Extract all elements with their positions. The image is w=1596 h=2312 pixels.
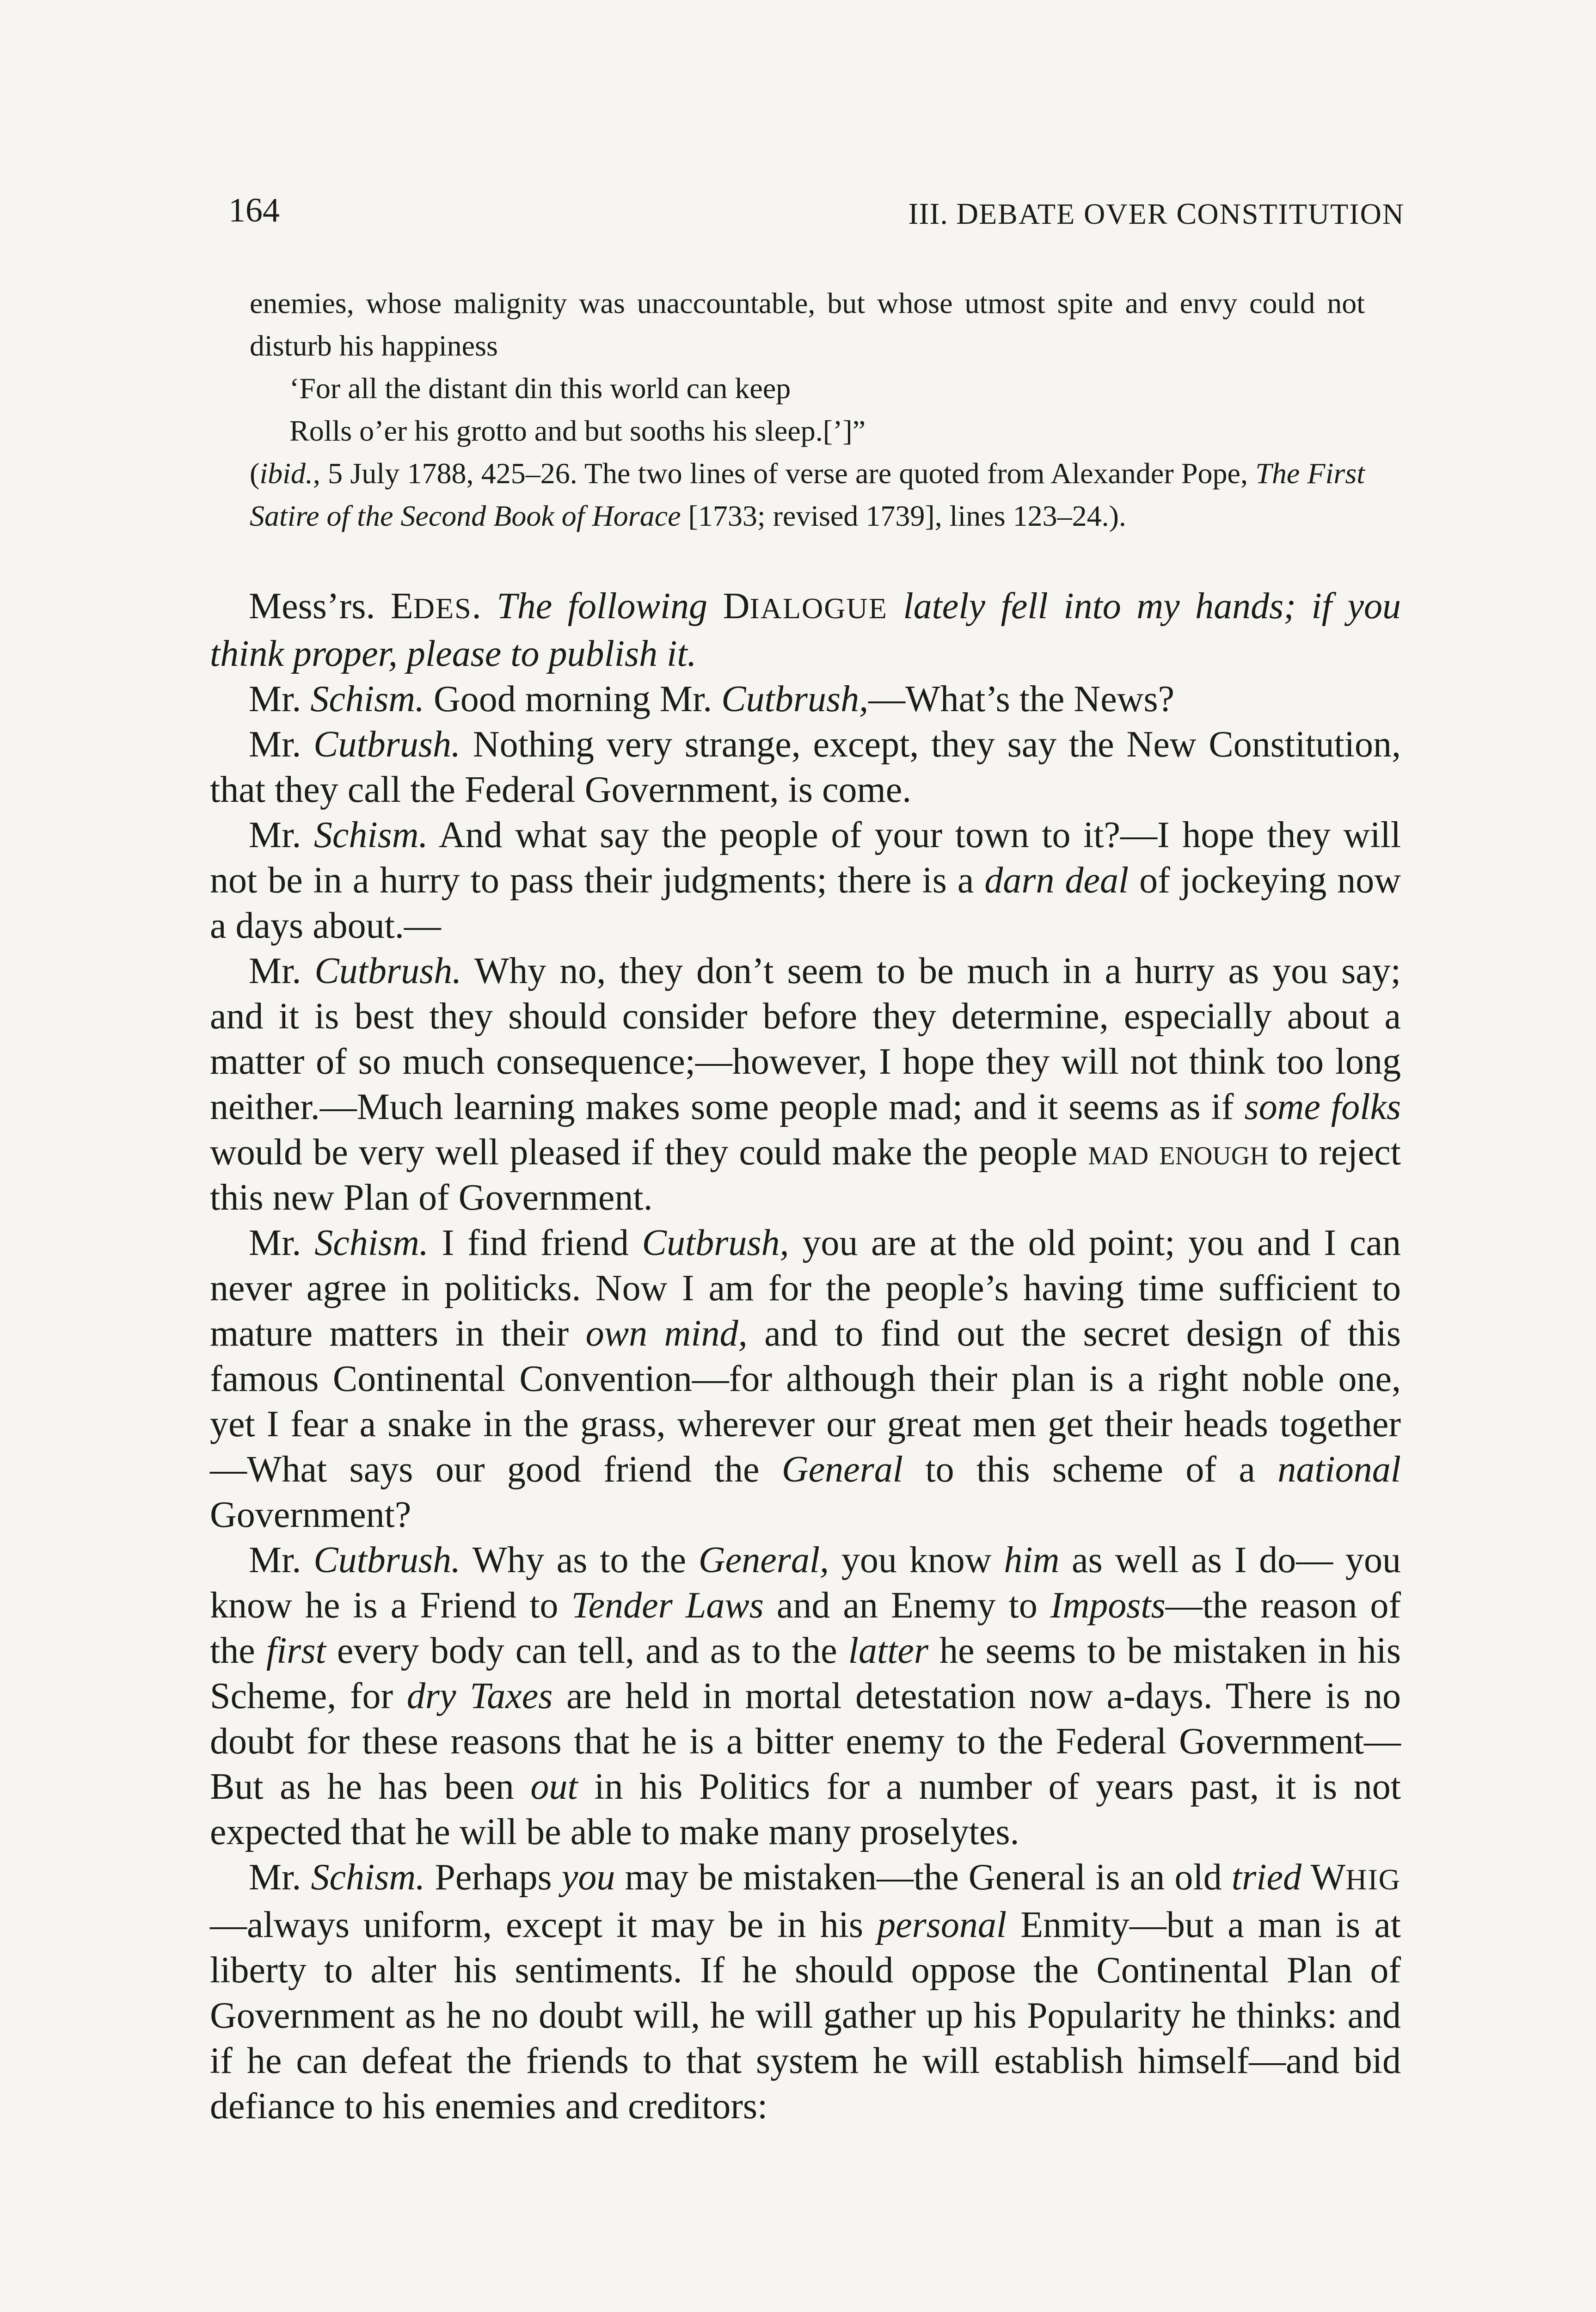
running-head-ebate: EBATE OVER: [979, 197, 1177, 230]
italic-text: Cutbrush.: [314, 951, 462, 991]
text: Mr.: [249, 1857, 311, 1898]
running-head-c: C: [1176, 197, 1197, 231]
italic-text: first: [266, 1630, 326, 1671]
italic-text: Tender Laws: [571, 1585, 764, 1626]
italic-text: Schism.: [311, 1857, 425, 1898]
text: Enmity—but a man is at liberty to alter his sentiments. If he should oppose the Continental Plan of Government as he no doubt will, he will gather up his Popularity he thinks: and if he can defeat the friends to that system he will establish himself—and bid defiance to his enemies and creditors:: [210, 1905, 1401, 2127]
text: .: [472, 586, 497, 627]
paragraph-3: [210, 722, 1401, 812]
text: —the reason of the: [210, 1585, 1401, 1671]
text: Mr.: [249, 679, 311, 719]
italic-text: The following: [497, 586, 708, 627]
italic-text: darn deal: [984, 860, 1129, 901]
text: W: [1310, 1857, 1346, 1898]
note-ibid: ibid.: [259, 457, 313, 490]
text: HIG: [1345, 1863, 1401, 1896]
text: Mr.: [249, 724, 314, 765]
paragraph-4: [210, 812, 1401, 948]
running-head-onstitution: ONSTITUTION: [1197, 197, 1405, 230]
text: and to find out the secret design of this famous Continental Convention—for although their plan is a right noble one, yet I fear a snake in the grass, wherever our great men get their heads together—What says our good friend the: [210, 1313, 1401, 1490]
main-text: [210, 584, 1401, 2129]
italic-text: national: [1277, 1449, 1401, 1490]
text: Perhaps: [425, 1857, 562, 1898]
page-number: 164: [228, 191, 280, 229]
text: every body can tell, and as to the: [325, 1630, 848, 1671]
text: E: [390, 586, 413, 627]
running-head-d: D: [956, 197, 979, 231]
paragraph-8: [210, 1855, 1401, 2129]
text: he seems to be mistaken in his Scheme, for: [210, 1630, 1401, 1716]
text: Mr.: [249, 1223, 315, 1263]
italic-text: you: [561, 1857, 615, 1898]
italic-text: Imposts: [1050, 1585, 1166, 1626]
note-cite-title: The First Satire of the Second Book of Horace: [250, 457, 1365, 532]
text: are held in mortal detestation now a-days. There is no doubt for these reasons that he is a bitter enemy to the Federal Government—But as he has been: [210, 1676, 1401, 1807]
italic-text: lately fell into my hands; if you think proper, please to publish it.: [210, 586, 1401, 674]
italic-text: own mind,: [585, 1313, 748, 1354]
text: Mr.: [249, 815, 314, 855]
paragraph-6: [210, 1220, 1401, 1537]
italic-text: Schism.: [314, 1223, 429, 1263]
text: Why as to the: [460, 1540, 699, 1580]
note-cite-end: [1733; revised 1739], lines 123–24.).: [681, 499, 1126, 532]
text: [707, 586, 723, 627]
text: —always uniform, except it may be in his: [210, 1905, 878, 1945]
text: as well as I do— you know he is a Friend to: [210, 1540, 1401, 1626]
text: I find friend: [428, 1223, 642, 1263]
text: Mess’rs.: [249, 586, 391, 627]
running-head-roman: III.: [908, 197, 957, 231]
text: would be very well pleased if they could make the people: [210, 1132, 1088, 1173]
text: [888, 586, 903, 627]
text: Nothing very strange, except, they say the New Constitution, that they call the Federal Government, is come.: [210, 724, 1401, 810]
italic-text: latter: [848, 1630, 929, 1671]
italic-text: some folks: [1244, 1087, 1401, 1127]
italic-text: Schism.: [310, 679, 424, 719]
paragraph-5: [210, 948, 1401, 1220]
editorial-note: [250, 282, 1365, 537]
italic-text: General,: [698, 1540, 829, 1580]
text: Mr.: [249, 951, 315, 991]
text: in his Politics for a number of years past, it is not expected that he will be able to make many proselytes.: [210, 1766, 1401, 1852]
note-line: enemies, whose malignity was unaccountable, but whose utmost spite and envy could not disturb his happiness: [250, 287, 1365, 362]
italic-text: tried: [1231, 1857, 1301, 1898]
note-verse-1: ‘For all the distant din this world can keep: [289, 372, 791, 405]
italic-text: Cutbrush,: [721, 679, 869, 719]
italic-text: personal: [877, 1905, 1007, 1945]
text: IALOGUE: [749, 592, 888, 625]
paragraph-intro: [210, 584, 1401, 676]
note-cite-rest: , 5 July 1788, 425–26. The two lines of verse are quoted from Alexander Pope,: [313, 457, 1256, 490]
text: D: [723, 586, 750, 627]
text: Mr.: [249, 1540, 314, 1580]
text: Government?: [210, 1494, 411, 1535]
text: and an Enemy to: [763, 1585, 1050, 1626]
text: And what say the people of your town to it?—I hope they will not be in a hurry to pass their judgments; there is a: [210, 815, 1401, 901]
paragraph-7: [210, 1537, 1401, 1855]
text: —What’s the News?: [868, 679, 1175, 719]
italic-text: him: [1004, 1540, 1060, 1580]
small-caps-text: mad enough: [1088, 1132, 1269, 1173]
text: to this scheme of a: [903, 1449, 1278, 1490]
italic-text: dry Taxes: [406, 1676, 553, 1716]
italic-text: Cutbrush,: [642, 1223, 789, 1263]
text: DES: [413, 592, 472, 625]
italic-text: General: [781, 1449, 903, 1490]
italic-text: Schism.: [313, 815, 428, 855]
note-citation: (ibid., 5 July 1788, 425–26. The two lines of verse are quoted from Alexander Pope, The First Satire of the Second Book of Horace [1733; revised 1739], lines 123–24.).: [250, 457, 1365, 532]
text: you are at the old point; you and I can never agree in politicks. Now I am for the people’s having time sufficient to mature matters in their: [210, 1223, 1401, 1354]
paragraph-2: [210, 676, 1401, 722]
italic-text: out: [530, 1766, 578, 1807]
text: Why no, they don’t seem to be much in a hurry as you say; and it is best they should consider before they determine, especially about a matter of so much consequence;—however, I hope they will not think too long neither.—Much learning makes some people mad; and it seems as if: [210, 951, 1401, 1127]
text: of jockeying now a days about.—: [210, 860, 1401, 946]
italic-text: Cutbrush.: [313, 1540, 461, 1580]
note-verse-2: Rolls o’er his grotto and but sooths his sleep.[’]”: [289, 414, 866, 447]
italic-text: Cutbrush.: [313, 724, 461, 765]
text: Good morning Mr.: [424, 679, 722, 719]
text: to reject this new Plan of Government.: [210, 1132, 1401, 1218]
text: may be mistaken—the General is an old: [615, 1857, 1232, 1898]
text: you know: [829, 1540, 1004, 1580]
running-head: [908, 199, 1405, 229]
